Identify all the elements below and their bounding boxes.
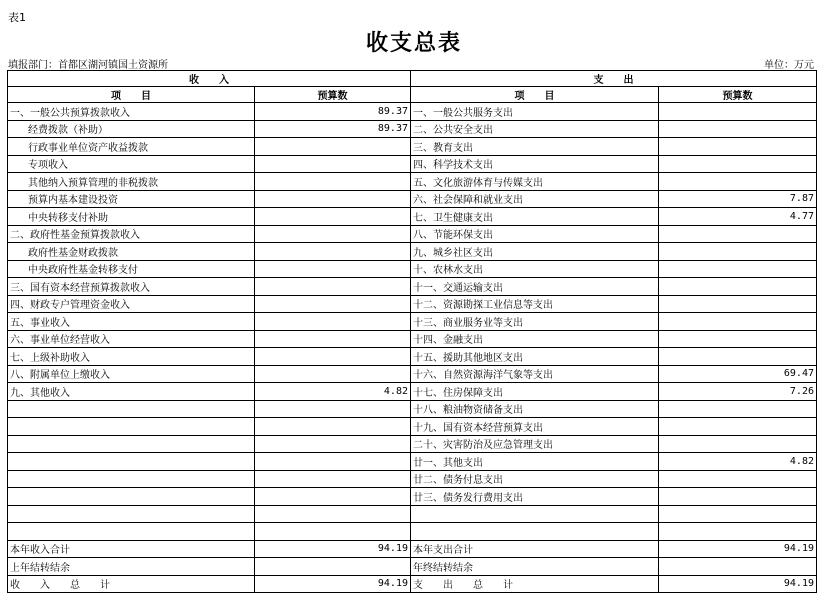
table-row	[8, 225, 817, 243]
table-row	[8, 313, 817, 331]
income-value-cell	[255, 505, 411, 523]
income-value-cell: 89.37	[255, 103, 411, 121]
income-item-cell: 三、国有资本经营预算拨款收入	[8, 278, 255, 296]
table-row	[8, 400, 817, 418]
table-row	[8, 208, 817, 226]
page-title: 收支总表	[365, 30, 462, 56]
income-item-cell: 经费拨款（补助）	[8, 120, 255, 138]
expense-budget-header: 预算数	[659, 87, 817, 103]
income-item-cell: 中央政府性基金转移支付	[8, 260, 255, 278]
table-row	[8, 348, 817, 366]
expense-value-cell	[659, 418, 817, 436]
table-row	[8, 103, 817, 121]
income-item-cell: 四、财政专户管理资金收入	[8, 295, 255, 313]
income-item-cell: 收 入 总 计	[8, 575, 255, 593]
expense-value-cell	[659, 138, 817, 156]
expense-item-cell: 十九、国有资本经营预算支出	[411, 418, 659, 436]
expense-item-cell: 十三、商业服务业等支出	[411, 313, 659, 331]
income-value-cell	[255, 470, 411, 488]
currency-unit: 单位：万元	[764, 60, 814, 71]
expense-item-cell: 二十、灾害防治及应急管理支出	[411, 435, 659, 453]
expense-value-cell	[659, 505, 817, 523]
income-item-cell: 上年结转结余	[8, 558, 255, 576]
expense-item-cell: 廿三、债务发行费用支出	[411, 488, 659, 506]
table-row	[8, 418, 817, 436]
table-row	[8, 295, 817, 313]
expense-item-cell: 十、农林水支出	[411, 260, 659, 278]
income-item-cell	[8, 400, 255, 418]
expense-value-cell	[659, 435, 817, 453]
table-row	[8, 470, 817, 488]
expense-item-cell: 十二、资源勘探工业信息等支出	[411, 295, 659, 313]
income-item-cell	[8, 470, 255, 488]
expense-value-cell	[659, 225, 817, 243]
income-value-cell	[255, 243, 411, 261]
income-value-cell	[255, 260, 411, 278]
income-item-cell: 政府性基金财政拨款	[8, 243, 255, 261]
table-row	[8, 453, 817, 471]
income-value-cell	[255, 435, 411, 453]
table-tag: 表1	[8, 11, 26, 24]
income-item-cell	[8, 505, 255, 523]
filler-unit: 填报部门：首都区湖河镇国土资源所	[8, 60, 168, 71]
expense-value-cell: 94.19	[659, 575, 817, 593]
expense-value-cell: 4.82	[659, 453, 817, 471]
income-item-cell: 八、附属单位上缴收入	[8, 365, 255, 383]
expense-item-cell: 十七、住房保障支出	[411, 383, 659, 401]
income-item-cell	[8, 453, 255, 471]
expense-value-cell: 4.77	[659, 208, 817, 226]
income-value-cell	[255, 418, 411, 436]
expense-item-cell: 六、社会保障和就业支出	[411, 190, 659, 208]
table-row	[8, 523, 817, 541]
income-item-cell: 预算内基本建设投资	[8, 190, 255, 208]
meta-row	[8, 56, 814, 71]
income-item-cell: 中央转移支付补助	[8, 208, 255, 226]
income-item-header: 项 目	[8, 87, 255, 103]
income-value-cell	[255, 365, 411, 383]
expense-value-cell	[659, 400, 817, 418]
expense-item-cell: 九、城乡社区支出	[411, 243, 659, 261]
income-item-cell: 本年收入合计	[8, 540, 255, 558]
expense-value-cell	[659, 348, 817, 366]
expense-item-cell	[411, 523, 659, 541]
table-row	[8, 173, 817, 191]
income-value-cell	[255, 208, 411, 226]
income-value-cell	[255, 278, 411, 296]
income-item-cell: 九、其他收入	[8, 383, 255, 401]
table-row	[8, 278, 817, 296]
income-value-cell	[255, 313, 411, 331]
expense-value-cell	[659, 488, 817, 506]
expense-value-cell: 69.47	[659, 365, 817, 383]
expense-item-cell: 十五、援助其他地区支出	[411, 348, 659, 366]
income-value-cell	[255, 190, 411, 208]
expense-value-cell	[659, 260, 817, 278]
expense-item-cell: 一、一般公共服务支出	[411, 103, 659, 121]
table-row	[8, 120, 817, 138]
expense-item-cell: 十一、交通运输支出	[411, 278, 659, 296]
expense-value-cell	[659, 103, 817, 121]
expense-item-cell: 三、教育支出	[411, 138, 659, 156]
income-item-cell	[8, 418, 255, 436]
income-item-cell	[8, 488, 255, 506]
expense-value-cell: 7.87	[659, 190, 817, 208]
expense-item-cell: 支 出 总 计	[411, 575, 659, 593]
income-item-cell: 一、一般公共预算拨款收入	[8, 103, 255, 121]
table-row	[8, 558, 817, 576]
table-row	[8, 243, 817, 261]
expense-item-cell: 十八、粮油物资储备支出	[411, 400, 659, 418]
income-item-cell: 五、事业收入	[8, 313, 255, 331]
table-row	[8, 260, 817, 278]
income-value-cell	[255, 523, 411, 541]
expense-header: 支 出	[411, 71, 817, 87]
expense-value-cell: 94.19	[659, 540, 817, 558]
income-item-cell: 七、上级补助收入	[8, 348, 255, 366]
expense-value-cell	[659, 313, 817, 331]
expense-value-cell	[659, 243, 817, 261]
income-item-cell: 二、政府性基金预算拨款收入	[8, 225, 255, 243]
expense-value-cell	[659, 523, 817, 541]
expense-value-cell	[659, 278, 817, 296]
income-value-cell	[255, 330, 411, 348]
table-row	[8, 155, 817, 173]
expense-item-cell: 五、文化旅游体育与传媒支出	[411, 173, 659, 191]
income-item-cell	[8, 523, 255, 541]
table-row	[8, 505, 817, 523]
income-value-cell: 94.19	[255, 575, 411, 593]
table-row	[8, 488, 817, 506]
income-value-cell	[255, 348, 411, 366]
expense-value-cell	[659, 558, 817, 576]
expense-item-header: 项 目	[411, 87, 659, 103]
table-row	[8, 138, 817, 156]
expense-item-cell: 廿二、债务付息支出	[411, 470, 659, 488]
income-budget-header: 预算数	[255, 87, 411, 103]
expense-item-cell: 十四、金融支出	[411, 330, 659, 348]
expense-item-cell: 廿一、其他支出	[411, 453, 659, 471]
expense-value-cell	[659, 330, 817, 348]
income-item-cell: 专项收入	[8, 155, 255, 173]
income-value-cell	[255, 558, 411, 576]
expense-item-cell: 八、节能环保支出	[411, 225, 659, 243]
expense-value-cell	[659, 470, 817, 488]
expense-value-cell	[659, 120, 817, 138]
table-header-row	[8, 71, 817, 87]
income-value-cell: 89.37	[255, 120, 411, 138]
income-value-cell	[255, 173, 411, 191]
income-value-cell	[255, 488, 411, 506]
expense-item-cell: 四、科学技术支出	[411, 155, 659, 173]
income-value-cell	[255, 453, 411, 471]
income-value-cell	[255, 225, 411, 243]
income-header: 收 入	[8, 71, 411, 87]
income-item-cell: 其他纳入预算管理的非税拨款	[8, 173, 255, 191]
income-value-cell	[255, 155, 411, 173]
expense-item-cell: 年终结转结余	[411, 558, 659, 576]
expense-item-cell: 十六、自然资源海洋气象等支出	[411, 365, 659, 383]
table-row	[8, 330, 817, 348]
income-value-cell: 4.82	[255, 383, 411, 401]
expense-item-cell: 二、公共安全支出	[411, 120, 659, 138]
summary-table	[7, 70, 817, 593]
income-value-cell: 94.19	[255, 540, 411, 558]
income-item-cell	[8, 435, 255, 453]
income-value-cell	[255, 138, 411, 156]
expense-item-cell: 七、卫生健康支出	[411, 208, 659, 226]
table-row	[8, 575, 817, 593]
table-row	[8, 383, 817, 401]
expense-value-cell	[659, 295, 817, 313]
table-row	[8, 365, 817, 383]
income-value-cell	[255, 400, 411, 418]
table-subheader-row	[8, 87, 817, 103]
table-row	[8, 540, 817, 558]
income-item-cell: 行政事业单位资产收益拨款	[8, 138, 255, 156]
table-row	[8, 190, 817, 208]
expense-value-cell: 7.26	[659, 383, 817, 401]
expense-value-cell	[659, 155, 817, 173]
table-row	[8, 435, 817, 453]
expense-value-cell	[659, 173, 817, 191]
income-item-cell: 六、事业单位经营收入	[8, 330, 255, 348]
income-value-cell	[255, 295, 411, 313]
expense-item-cell: 本年支出合计	[411, 540, 659, 558]
expense-item-cell	[411, 505, 659, 523]
